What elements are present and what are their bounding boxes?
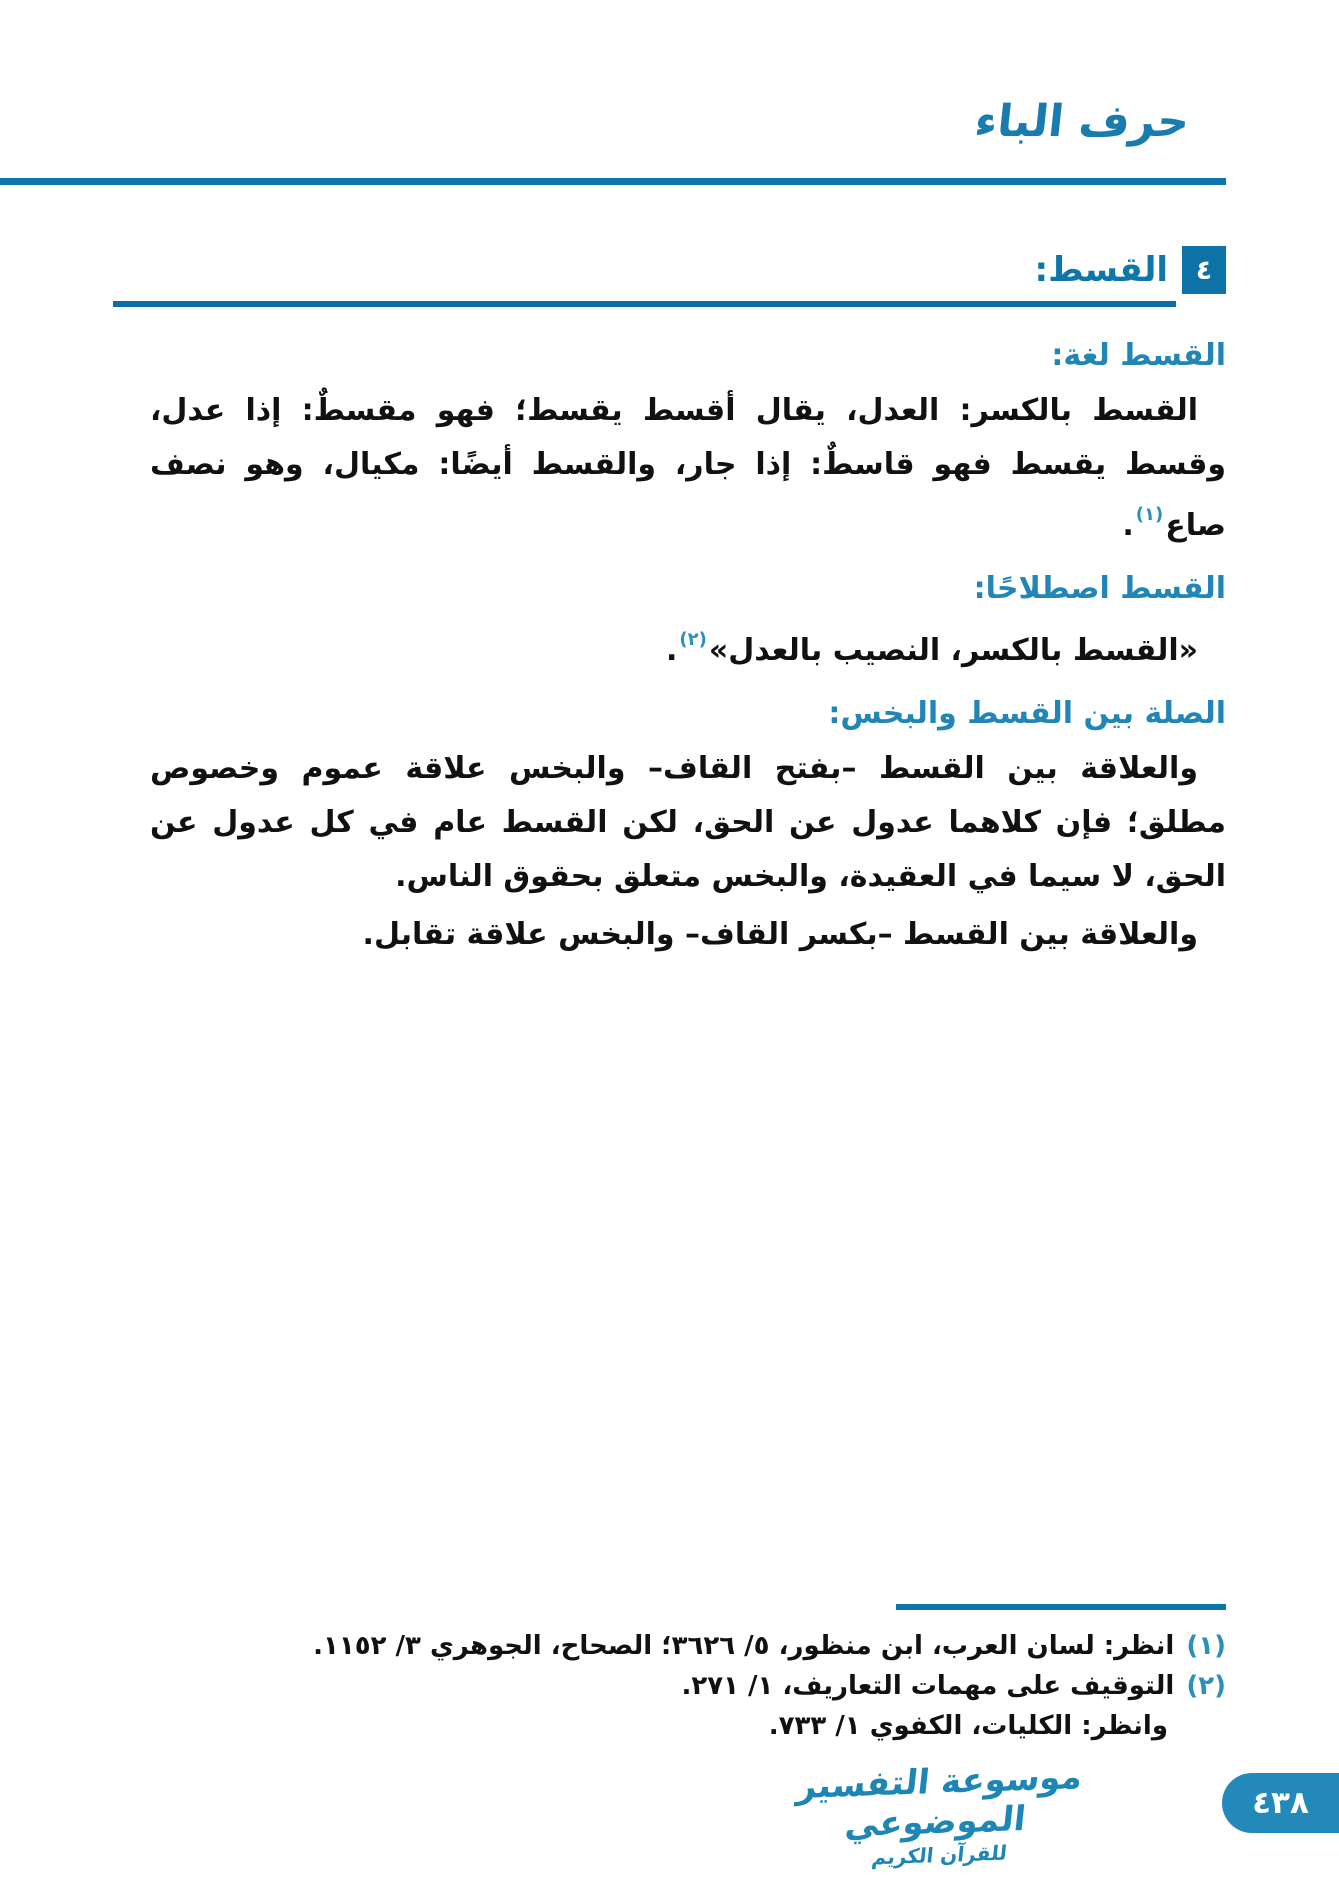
section-heading xyxy=(1035,246,1227,294)
paragraph-terminological xyxy=(150,617,1226,678)
footnotes-section xyxy=(290,1604,1226,1746)
paragraph-relation: والعلاقة بين القسط –بفتح القاف– والبخس علاقة عموم وخصوص مطلق؛ فإن كلاهما عدول عن الحق، لكن القسط عام في كل عدول عن الحق، لا سيما في العقيدة، والبخس متعلق بحقوق الناس. xyxy=(150,751,1226,894)
footnote-1 xyxy=(290,1626,1226,1666)
paragraph-linguistic-text: القسط بالكسر: العدل، يقال أقسط يقسط؛ فهو مقسطٌ: إذا عدل، وقسط يقسط فهو قاسطٌ: إذا جار، والقسط أيضًا: مكيال، وهو نصف صاع xyxy=(150,393,1226,543)
footnote-ref-2: (٢) xyxy=(679,629,707,650)
paragraph-relation-2: والعلاقة بين القسط –بكسر القاف– والبخس علاقة تقابل. xyxy=(362,917,1198,952)
terminological-period: . xyxy=(665,633,678,668)
paragraph-linguistic-period: . xyxy=(1122,508,1134,543)
header-rule xyxy=(0,178,1226,185)
footnote-2 xyxy=(290,1666,1226,1706)
footnote-separator xyxy=(896,1604,1226,1610)
chapter-running-head: حرف الباء xyxy=(972,96,1192,147)
subheading-linguistic: القسط لغة: xyxy=(1051,338,1226,373)
publisher-logo-title: موسوعة التفسير الموضوعي xyxy=(795,1756,1085,1846)
footnote-2-marker: (٢) xyxy=(1186,1671,1226,1701)
footnote-1-text: انظر: لسان العرب، ابن منظور، ٥/ ٣٦٢٦؛ الصحاح، الجوهري ٣/ ١١٥٢. xyxy=(313,1631,1175,1661)
subheading-relation: الصلة بين القسط والبخس: xyxy=(828,696,1226,731)
publisher-logo-subtitle: للقرآن الكريم xyxy=(870,1840,1009,1870)
footnote-2-text: التوقيف على مهمات التعاريف، ١/ ٢٧١. xyxy=(681,1671,1175,1701)
section-rule xyxy=(113,301,1176,307)
footnote-ref-1: (١) xyxy=(1135,504,1164,525)
footnote-1-marker: (١) xyxy=(1186,1631,1226,1661)
page-number: ٤٣٨ xyxy=(1252,1785,1309,1821)
page-number-badge xyxy=(1222,1773,1339,1833)
publisher-logo xyxy=(771,1756,1104,1873)
terminological-quote: «القسط بالكسر، النصيب بالعدل» xyxy=(708,633,1198,668)
footnote-2-continuation: وانظر: الكليات، الكفوي ١/ ٧٣٣. xyxy=(768,1711,1168,1741)
section-title: القسط: xyxy=(1034,250,1168,290)
paragraph-linguistic xyxy=(150,384,1226,553)
subheading-terminological: القسط اصطلاحًا: xyxy=(973,571,1226,606)
body-text xyxy=(150,320,1226,966)
section-number-box: ٤ xyxy=(1182,246,1226,294)
